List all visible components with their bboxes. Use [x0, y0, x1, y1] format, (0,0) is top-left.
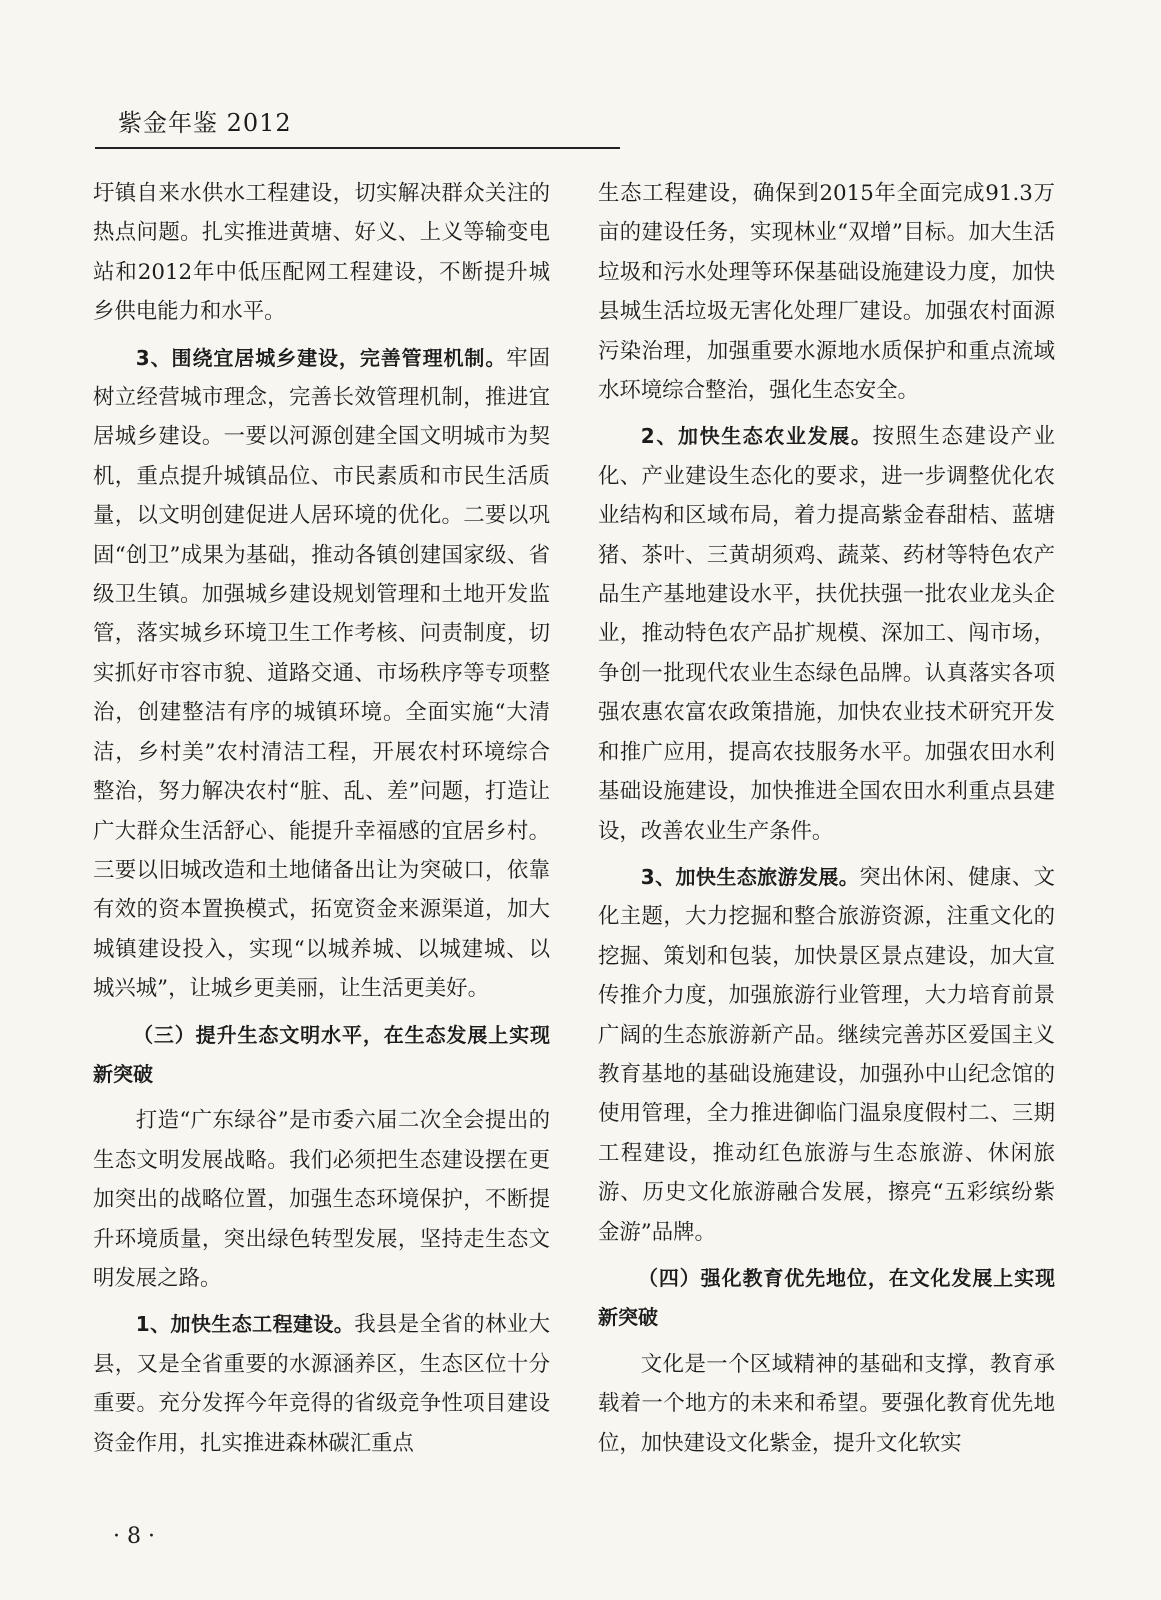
- subheading: 1、加快生态工程建设。: [135, 1312, 355, 1337]
- subheading: 2、加快生态农业发展。: [640, 424, 873, 449]
- paragraph: [598, 858, 1055, 1252]
- left-column: [93, 174, 550, 1463]
- running-header: 紫金年鉴 2012: [118, 109, 292, 137]
- paragraph: [93, 339, 550, 1009]
- paragraph-body: 突出休闲、健康、文化主题，大力挖掘和整合旅游资源，注重文化的挖掘、策划和包装，加快景区景点建设，加大宣传推介力度，加强旅游行业管理，大力培育前景广阔的生态旅游新产品。继续完善苏区爱国主义教育基地的基础设施建设，加强孙中山纪念馆的使用管理，全力推进御临门温泉度假村二、三期工程建设，推动红色旅游与生态旅游、休闲旅游、历史文化旅游融合发展，擦亮“五彩缤纷紫金游”品牌。: [598, 864, 1055, 1245]
- paragraph: 文化是一个区域精神的基础和支撑，教育承载着一个地方的未来和希望。要强化教育优先地位，加快建设文化紫金，提升文化软实: [598, 1351, 1055, 1456]
- paragraph: [598, 417, 1055, 850]
- right-column: [598, 174, 1055, 1463]
- section-heading: （三）提升生态文明水平，在生态发展上实现新突破: [93, 1022, 550, 1086]
- paragraph: 打造“广东绿谷”是市委六届二次全会提出的生态文明发展战略。我们必须把生态建设摆在更加突出的战略位置，加强生态环境保护，不断提升环境质量，突出绿色转型发展，坚持走生态文明发展之路。: [93, 1108, 550, 1291]
- paragraph-body: 牢固树立经营城市理念，完善长效管理机制，推进宜居城乡建设。一要以河源创建全国文明城市为契机，重点提升城镇品位、市民素质和市民生活质量，以文明创建促进人居环境的优化。二要以巩固“创卫”成果为基础，推动各镇创建国家级、省级卫生镇。加强城乡建设规划管理和土地开发监管，落实城乡环境卫生工作考核、问责制度，切实抓好市容市貌、道路交通、市场秩序等专项整治，创建整洁有序的城镇环境。全面实施“大清洁，乡村美”农村清洁工程，开展农村环境综合整治，努力解决农村“脏、乱、差”问题，打造让广大群众生活舒心、能提升幸福感的宜居乡村。三要以旧城改造和土地储备出让为突破口，依靠有效的资本置换模式，拓宽资金来源渠道，加大城镇建设投入，实现“以城养城、以城建城、以城兴城”，让城乡更美丽，让生活更美好。: [93, 345, 550, 1002]
- paragraph-body: 我县是全省的林业大县，又是全省重要的水源涵养区，生态区位十分重要。充分发挥今年竞得的省级竞争性项目建设资金作用，扎实推进森林碳汇重点: [93, 1312, 550, 1456]
- header-rule: [95, 147, 620, 149]
- paragraph: [93, 1305, 550, 1463]
- paragraph: 生态工程建设，确保到2015年全面完成91.3万亩的建设任务，实现林业“双增”目标。加大生活垃圾和污水处理等环保基础设施建设力度，加快县城生活垃圾无害化处理厂建设。加强农村面源污染治理，加强重要水源地水质保护和重点流域水环境综合整治，强化生态安全。: [598, 181, 1055, 404]
- paragraph-body: 按照生态建设产业化、产业建设生态化的要求，进一步调整优化农业结构和区域布局，着力提高紫金春甜桔、蓝塘猪、茶叶、三黄胡须鸡、蔬菜、药材等特色农产品生产基地建设水平，扶优扶强一批农业龙头企业，推动特色农产品扩规模、深加工、闯市场，争创一批现代农业生态绿色品牌。认真落实各项强农惠农富农政策措施，加快农业技术研究开发和推广应用，提高农技服务水平。加强农田水利基础设施建设，加快推进全国农田水利重点县建设，改善农业生产条件。: [598, 424, 1055, 844]
- subheading: 3、围绕宜居城乡建设，完善管理机制。: [135, 345, 507, 370]
- subheading: 3、加快生态旅游发展。: [640, 864, 860, 889]
- paragraph: 圩镇自来水供水工程建设，切实解决群众关注的热点问题。扎实推进黄塘、好义、上义等输变电站和2012年中低压配网工程建设，不断提升城乡供电能力和水平。: [93, 181, 550, 325]
- section-heading: （四）强化教育优先地位，在文化发展上实现新突破: [598, 1265, 1055, 1330]
- page-number: · 8 ·: [113, 1524, 155, 1549]
